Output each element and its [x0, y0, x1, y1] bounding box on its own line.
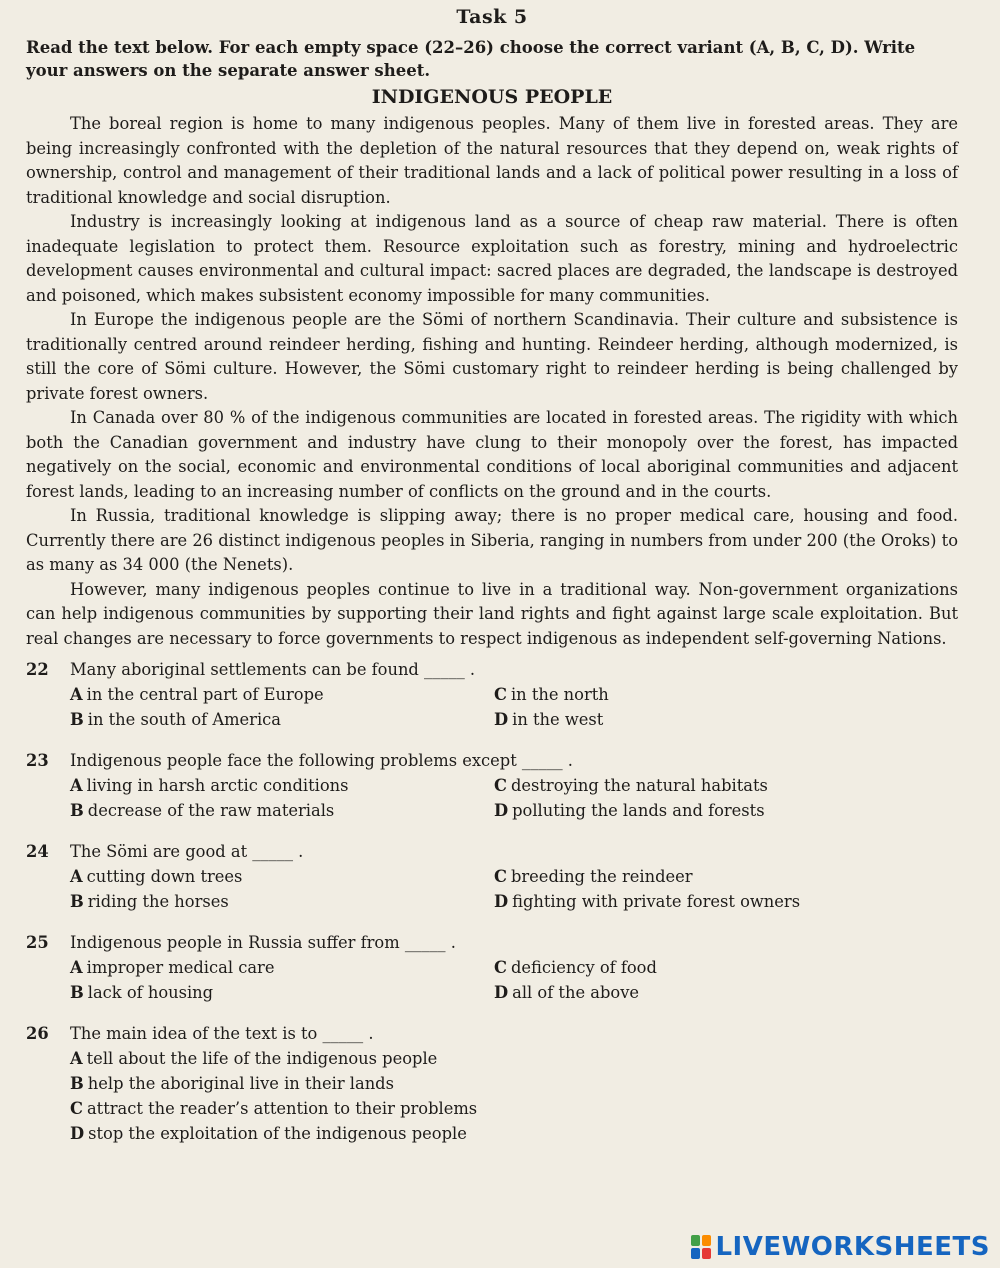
- question-number: 23: [26, 751, 49, 770]
- article-paragraph: In Russia, traditional knowledge is slipping away; there is no proper medical care, housing and food. Currently there are 26 distinct indigenous peoples in Siberia, ranging in numbers from under 200 (the Oroks) to as many as 34 000 (the Nenets).: [26, 506, 958, 574]
- question-text: The Sömi are good at _____ .: [70, 842, 304, 861]
- liveworksheets-brand[interactable]: [691, 1232, 990, 1262]
- answer-option-a[interactable]: [70, 955, 494, 980]
- question-26: [26, 1021, 958, 1146]
- option-letter: B: [70, 801, 84, 820]
- option-text: in the north: [510, 685, 609, 704]
- answer-option-b[interactable]: [70, 798, 494, 823]
- question-22: [26, 657, 958, 732]
- option-text: cutting down trees: [86, 867, 243, 886]
- answer-option-d[interactable]: [70, 1121, 930, 1146]
- answer-option-a[interactable]: [70, 773, 494, 798]
- worksheet-page: [26, 6, 958, 1162]
- question-stem: [26, 657, 958, 682]
- option-letter: A: [70, 776, 83, 795]
- option-text: in the west: [512, 710, 604, 729]
- option-text: improper medical care: [86, 958, 275, 977]
- option-text: attract the reader’s attention to their problems: [86, 1099, 478, 1118]
- answer-option-a[interactable]: [70, 1046, 930, 1071]
- option-letter: D: [494, 710, 509, 729]
- instructions: Read the text below. For each empty space (22–26) choose the correct variant (A, B, C, D). Write your answers on the separate answer sheet.: [26, 38, 916, 80]
- question-text: The main idea of the text is to _____ .: [70, 1024, 374, 1043]
- question-24: [26, 839, 958, 914]
- answer-option-c[interactable]: [494, 682, 924, 707]
- option-letter: D: [494, 892, 509, 911]
- option-letter: A: [70, 1049, 83, 1068]
- option-text: breeding the reindeer: [510, 867, 693, 886]
- answer-option-c[interactable]: [70, 1096, 930, 1121]
- article-title: INDIGENOUS PEOPLE: [371, 86, 613, 108]
- answer-options: [70, 682, 958, 732]
- question-text: Many aboriginal settlements can be found _____ .: [70, 660, 476, 679]
- answer-option-b[interactable]: [70, 980, 494, 1005]
- option-letter: A: [70, 867, 83, 886]
- option-letter: C: [494, 867, 507, 886]
- question-number: 26: [26, 1024, 49, 1043]
- question-number: 25: [26, 933, 49, 952]
- option-letter: C: [494, 685, 507, 704]
- option-letter: D: [70, 1124, 85, 1143]
- question-list: [26, 657, 958, 1146]
- article-body: [26, 112, 958, 651]
- option-text: in the south of America: [87, 710, 281, 729]
- question-number: 24: [26, 842, 49, 861]
- answer-option-c[interactable]: [494, 955, 924, 980]
- liveworksheets-logo-icon: [691, 1235, 711, 1259]
- brand-text: LIVEWORKSHEETS: [715, 1232, 990, 1262]
- answer-option-d[interactable]: [494, 707, 924, 732]
- answer-options: [70, 864, 958, 914]
- question-stem: [26, 748, 958, 773]
- answer-option-b[interactable]: [70, 1071, 930, 1096]
- option-text: stop the exploitation of the indigenous people: [88, 1124, 467, 1143]
- answer-option-d[interactable]: [494, 889, 924, 914]
- answer-option-a[interactable]: [70, 864, 494, 889]
- question-stem: [26, 930, 958, 955]
- answer-option-a[interactable]: [70, 682, 494, 707]
- answer-option-d[interactable]: [494, 980, 924, 1005]
- option-letter: C: [494, 958, 507, 977]
- option-letter: D: [494, 801, 509, 820]
- option-text: decrease of the raw materials: [87, 801, 335, 820]
- question-text: Indigenous people in Russia suffer from _____ .: [70, 933, 456, 952]
- task-title: Task 5: [456, 6, 528, 28]
- question-stem: [26, 1021, 958, 1046]
- option-letter: A: [70, 685, 83, 704]
- option-text: help the aboriginal live in their lands: [87, 1074, 394, 1093]
- question-25: [26, 930, 958, 1005]
- option-letter: C: [70, 1099, 83, 1118]
- question-number: 22: [26, 660, 49, 679]
- option-letter: A: [70, 958, 83, 977]
- option-letter: B: [70, 983, 84, 1002]
- answer-option-b[interactable]: [70, 707, 494, 732]
- option-letter: D: [494, 983, 509, 1002]
- option-text: riding the horses: [87, 892, 229, 911]
- option-text: fighting with private forest owners: [512, 892, 801, 911]
- question-23: [26, 748, 958, 823]
- option-letter: C: [494, 776, 507, 795]
- answer-options: [70, 773, 958, 823]
- option-text: destroying the natural habitats: [510, 776, 768, 795]
- option-letter: B: [70, 1074, 84, 1093]
- option-letter: B: [70, 710, 84, 729]
- question-text: Indigenous people face the following problems except _____ .: [70, 751, 573, 770]
- article-paragraph: Industry is increasingly looking at indigenous land as a source of cheap raw material. There is often inadequate legislation to protect them. Resource exploitation such as forestry, mining and hydroelectric development causes environmental and cultural impact: sacred places are degraded, the landscape is destroyed and poisoned, which makes subsistent economy impossible for many communities.: [26, 212, 958, 305]
- article-paragraph: In Canada over 80 % of the indigenous communities are located in forested areas. The rigidity with which both the Canadian government and industry have clung to their monopoly over the forest, has impacted negatively on the social, economic and environmental conditions of local aboriginal communities and adjacent forest lands, leading to an increasing number of conflicts on the ground and in the courts.: [26, 408, 958, 501]
- answer-option-b[interactable]: [70, 889, 494, 914]
- answer-option-d[interactable]: [494, 798, 924, 823]
- option-text: tell about the life of the indigenous people: [86, 1049, 438, 1068]
- option-text: in the central part of Europe: [86, 685, 324, 704]
- option-text: all of the above: [512, 983, 640, 1002]
- question-stem: [26, 839, 958, 864]
- answer-option-c[interactable]: [494, 773, 924, 798]
- article-paragraph: However, many indigenous peoples continue to live in a traditional way. Non-government organizations can help indigenous communities by supporting their land rights and fight against large scale exploitation. But real changes are necessary to force governments to respect indigenous as independent self-governing Nations.: [26, 579, 958, 648]
- option-letter: B: [70, 892, 84, 911]
- option-text: living in harsh arctic conditions: [86, 776, 349, 795]
- article-paragraph: The boreal region is home to many indigenous peoples. Many of them live in forested areas. They are being increasingly confronted with the depletion of the natural resources that they depend on, weak rights of ownership, control and management of their traditional lands and a lack of political power resulting in a loss of traditional knowledge and social disruption.: [26, 114, 958, 207]
- option-text: deficiency of food: [510, 958, 657, 977]
- answer-options: [70, 1046, 958, 1146]
- answer-option-c[interactable]: [494, 864, 924, 889]
- option-text: polluting the lands and forests: [512, 801, 765, 820]
- article-paragraph: In Europe the indigenous people are the Sömi of northern Scandinavia. Their culture and subsistence is traditionally centred around reindeer herding, fishing and hunting. Reindeer herding, although modernized, is still the core of Sömi culture. However, the Sömi customary right to reindeer herding is being challenged by private forest owners.: [26, 310, 958, 403]
- answer-options: [70, 955, 958, 1005]
- option-text: lack of housing: [87, 983, 214, 1002]
